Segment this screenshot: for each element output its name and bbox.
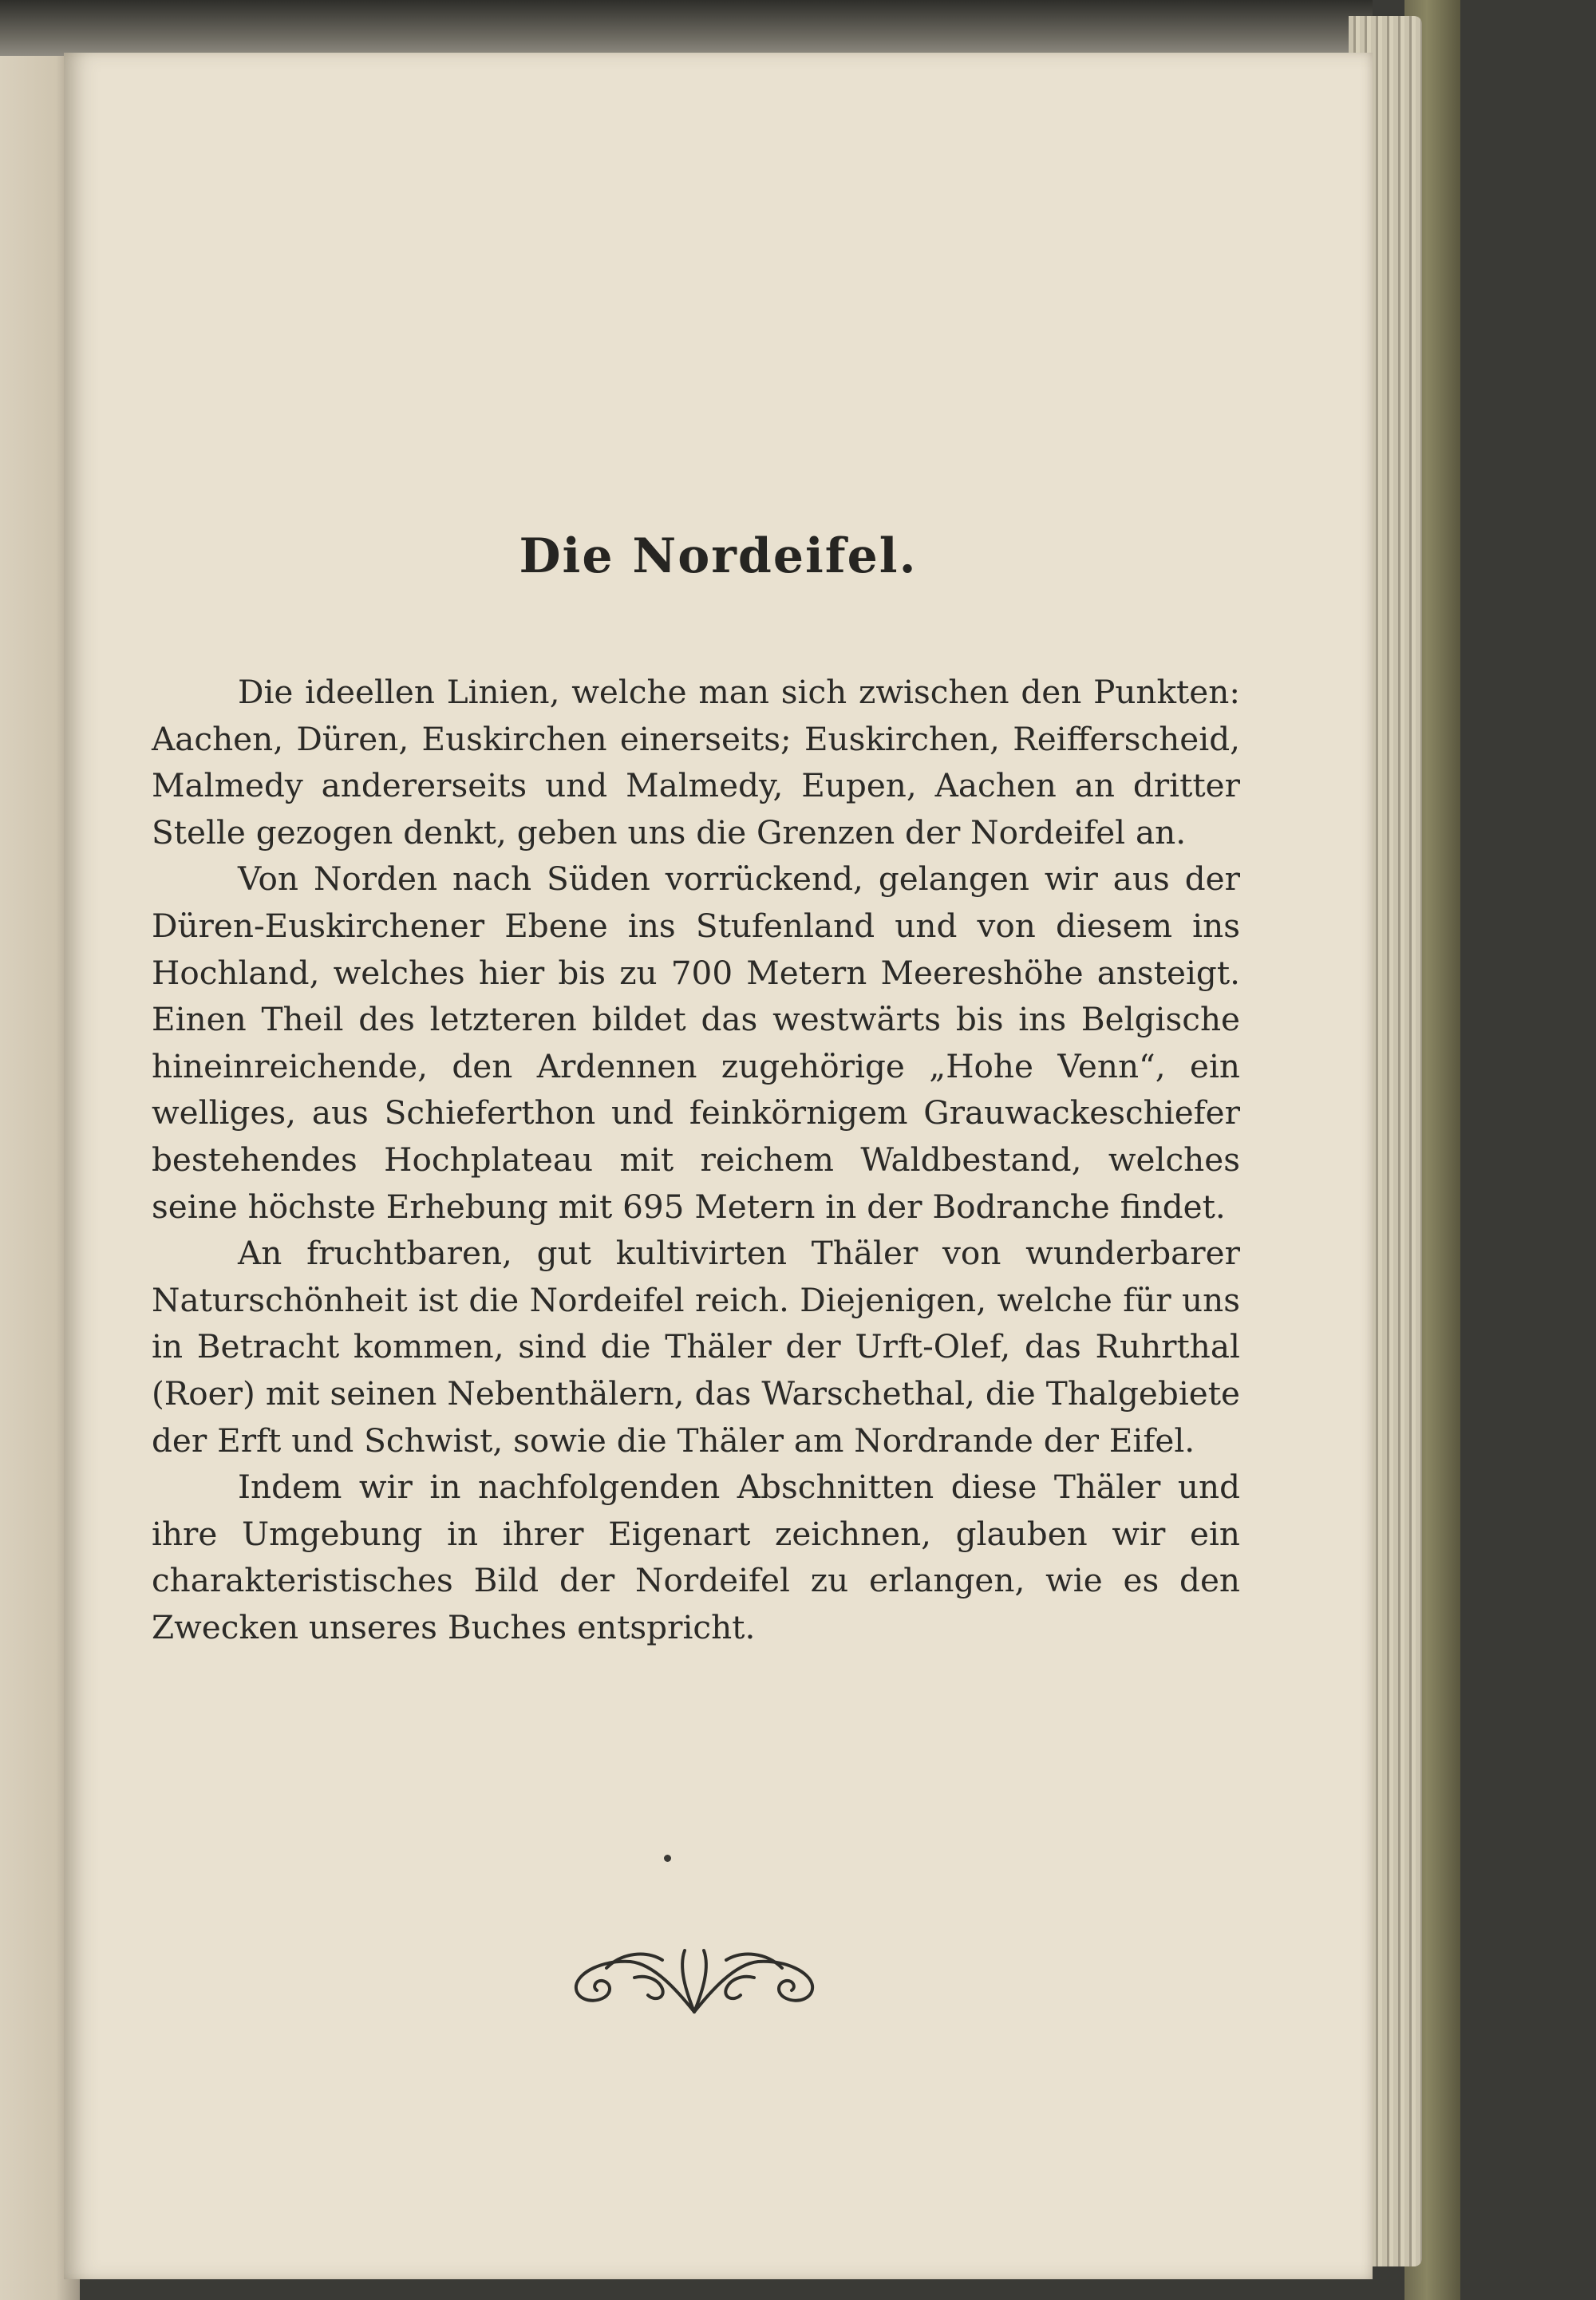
paragraph-2: Von Norden nach Süden vorrückend, gelangen wir aus der Düren-Euskirchener Ebene ins Stufenland und von diesem ins Hochland, welches hier bis zu 700 Metern Meereshöhe ansteigt. Einen Theil des letzteren bildet das westwärts bis ins Belgische hineinreichende, den Ardennen zugehörige „Hohe Venn“, ein welliges, aus Schieferthon und feinkörnigem Grauwackeschiefer bestehendes Hochplateau mit reichem Waldbestand, welches seine höchste Erhebung mit 695 Metern in der Bodranche findet. (152, 860, 1240, 1226)
printer-dot (664, 1855, 671, 1862)
paragraph-1: Die ideellen Linien, welche man sich zwischen den Punkten: Aachen, Düren, Euskirchen einerseits; Euskirchen, Reifferscheid, Malmedy andererseits und Malmedy, Eupen, Aachen an dritter Stelle gezogen denkt, geben uns die Grenzen der Nordeifel an. (152, 673, 1240, 852)
paragraph-3: An fruchtbaren, gut kultivirten Thäler von wunderbarer Naturschönheit ist die Nordeifel reich. Diejenigen, welche für uns in Betracht kommen, sind die Thäler der Urft-Olef, das Ruhrthal (Roer) mit seinen Nebenthälern, das Warschethal, die Thalgebiete der Erft und Schwist, sowie die Thäler am Nordrande der Eifel. (152, 1234, 1240, 1460)
chapter-heading: Die Nordeifel. (519, 528, 918, 584)
book-page (64, 53, 1373, 2279)
paragraph-4: Indem wir in nachfolgenden Abschnitten diese Thäler und ihre Umgebung in ihrer Eigenart zeichnen, glauben wir ein charakteristisches Bild der Nordeifel zu erlangen, wie es den Zwecken unseres Buches entspricht. (152, 1468, 1240, 1646)
vine-scroll-ornament-icon (559, 1928, 830, 2024)
body-text (152, 669, 1240, 1650)
